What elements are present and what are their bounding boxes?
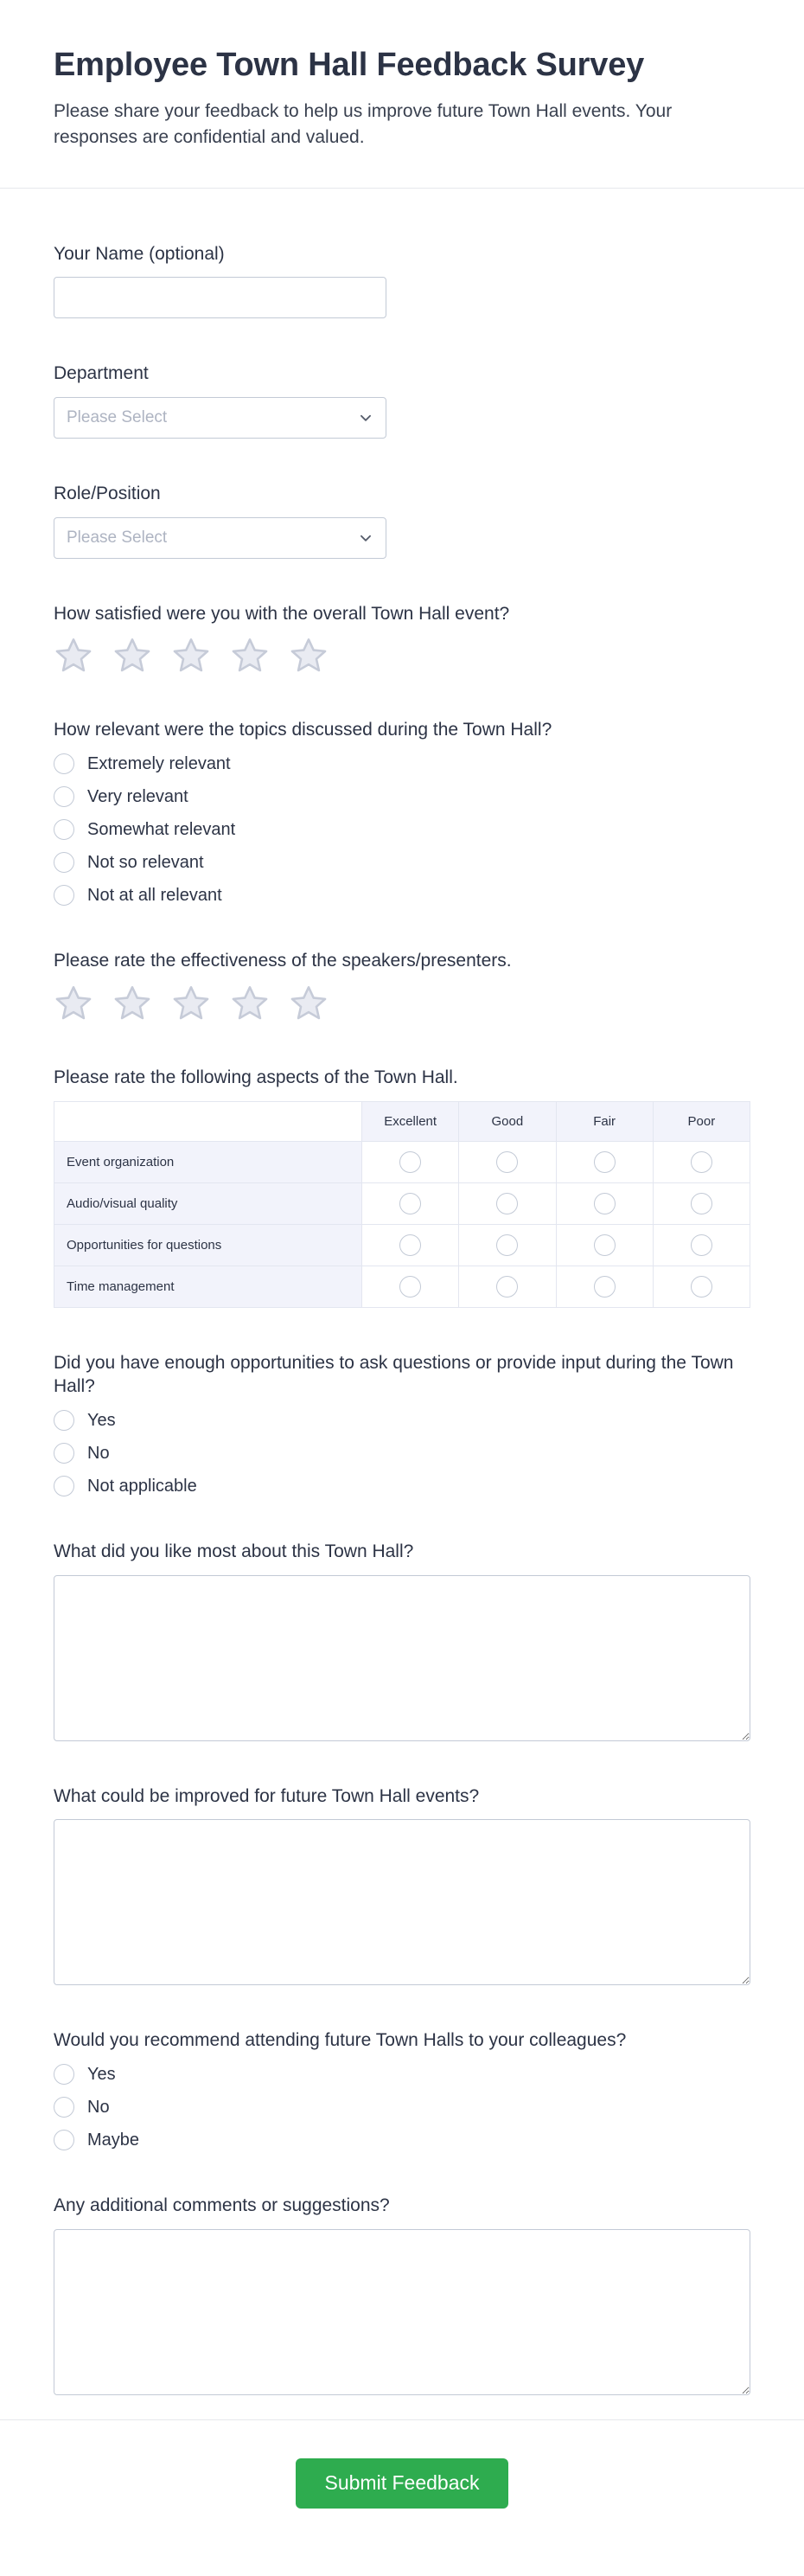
question-aspects — [54, 1066, 750, 1308]
form-header — [0, 0, 804, 188]
role-select[interactable] — [54, 517, 386, 559]
question-label: What could be improved for future Town Hall events? — [54, 1785, 480, 1806]
radio-button[interactable] — [54, 819, 74, 840]
speakers-star-rating — [54, 984, 750, 1022]
radio-button[interactable] — [54, 1443, 74, 1464]
star-icon[interactable] — [112, 984, 152, 1022]
radio-option-label: Yes — [87, 2065, 116, 2085]
matrix-cell[interactable] — [653, 1182, 750, 1224]
radio-button[interactable] — [54, 1410, 74, 1431]
liked-textarea[interactable] — [54, 1575, 750, 1741]
radio-button[interactable] — [54, 2130, 74, 2150]
question-label: What did you like most about this Town Hall? — [54, 1541, 414, 1562]
question-role — [54, 482, 750, 559]
radio-button[interactable] — [54, 2097, 74, 2118]
radio-button[interactable] — [54, 2064, 74, 2085]
matrix-cell[interactable] — [362, 1141, 459, 1182]
radio-button[interactable] — [54, 786, 74, 807]
radio-button[interactable] — [594, 1193, 616, 1214]
matrix-row-label: Event organization — [54, 1141, 362, 1182]
matrix-cell[interactable] — [556, 1266, 653, 1307]
radio-option-label: Somewhat relevant — [87, 820, 236, 840]
department-select[interactable] — [54, 397, 386, 439]
radio-option[interactable] — [54, 2064, 750, 2085]
radio-button[interactable] — [399, 1276, 421, 1298]
recommend-options — [54, 2064, 750, 2150]
matrix-row-label: Opportunities for questions — [54, 1224, 362, 1266]
radio-button[interactable] — [594, 1276, 616, 1298]
matrix-col-header: Poor — [653, 1101, 750, 1141]
matrix-row — [54, 1141, 750, 1182]
radio-button[interactable] — [496, 1276, 518, 1298]
matrix-cell[interactable] — [362, 1182, 459, 1224]
name-input[interactable] — [54, 277, 386, 318]
submit-button[interactable]: Submit Feedback — [296, 2458, 509, 2509]
star-icon[interactable] — [171, 984, 211, 1022]
question-label: Your Name (optional) — [54, 243, 225, 264]
radio-option-label: Extremely relevant — [87, 754, 231, 774]
matrix-row — [54, 1182, 750, 1224]
matrix-row — [54, 1266, 750, 1307]
radio-option[interactable] — [54, 885, 750, 906]
radio-option-label: No — [87, 1444, 110, 1464]
radio-option[interactable] — [54, 786, 750, 807]
form-body — [0, 189, 804, 2395]
question-speakers — [54, 949, 750, 1022]
matrix-cell[interactable] — [653, 1141, 750, 1182]
radio-button[interactable] — [54, 753, 74, 774]
question-label: How relevant were the topics discussed during the Town Hall? — [54, 720, 552, 740]
matrix-col-header: Fair — [556, 1101, 653, 1141]
radio-button[interactable] — [399, 1151, 421, 1173]
star-icon[interactable] — [54, 984, 93, 1022]
radio-button[interactable] — [399, 1234, 421, 1256]
select-placeholder: Please Select — [67, 408, 168, 426]
radio-button[interactable] — [594, 1151, 616, 1173]
radio-button[interactable] — [691, 1276, 712, 1298]
matrix-row-label: Audio/visual quality — [54, 1182, 362, 1224]
matrix-cell[interactable] — [362, 1224, 459, 1266]
radio-button[interactable] — [54, 885, 74, 906]
question-satisfaction — [54, 602, 750, 676]
matrix-cell[interactable] — [556, 1182, 653, 1224]
matrix-cell[interactable] — [459, 1141, 556, 1182]
radio-button[interactable] — [691, 1234, 712, 1256]
matrix-col-header: Good — [459, 1101, 556, 1141]
question-label: Would you recommend attending future Town Halls to your colleagues? — [54, 2030, 627, 2051]
radio-button[interactable] — [496, 1151, 518, 1173]
radio-button[interactable] — [691, 1193, 712, 1214]
question-label: Please rate the effectiveness of the speakers/presenters. — [54, 951, 512, 971]
radio-button[interactable] — [594, 1234, 616, 1256]
submit-section — [0, 2419, 804, 2576]
chevron-down-icon — [358, 410, 373, 426]
radio-option[interactable] — [54, 753, 750, 774]
matrix-cell[interactable] — [556, 1141, 653, 1182]
radio-option-label: No — [87, 2098, 110, 2118]
opportunities-options — [54, 1410, 750, 1496]
comments-textarea[interactable] — [54, 2229, 750, 2395]
question-label: Please rate the following aspects of the Town Hall. — [54, 1067, 458, 1087]
chevron-down-icon — [358, 530, 373, 546]
question-liked — [54, 1540, 750, 1741]
radio-option[interactable] — [54, 1476, 750, 1496]
question-label: Did you have enough opportunities to ask questions or provide input during the Town Hall? — [54, 1352, 734, 1397]
matrix-row — [54, 1224, 750, 1266]
radio-option[interactable] — [54, 2130, 750, 2150]
matrix-col-header: Excellent — [362, 1101, 459, 1141]
star-icon[interactable] — [230, 984, 270, 1022]
radio-option[interactable] — [54, 852, 750, 873]
question-improve — [54, 1785, 750, 1986]
matrix-header-row — [54, 1101, 750, 1141]
radio-option[interactable] — [54, 819, 750, 840]
star-icon[interactable] — [54, 637, 93, 675]
radio-option[interactable] — [54, 2097, 750, 2118]
matrix-cell[interactable] — [653, 1224, 750, 1266]
matrix-cell[interactable] — [362, 1266, 459, 1307]
improve-textarea[interactable] — [54, 1819, 750, 1985]
star-icon[interactable] — [289, 984, 329, 1022]
aspects-matrix — [54, 1101, 750, 1308]
radio-button[interactable] — [496, 1193, 518, 1214]
radio-button[interactable] — [691, 1151, 712, 1173]
star-icon[interactable] — [112, 637, 152, 675]
matrix-cell[interactable] — [653, 1266, 750, 1307]
radio-option-label: Maybe — [87, 2131, 140, 2150]
matrix-cell[interactable] — [459, 1224, 556, 1266]
star-icon[interactable] — [171, 637, 211, 675]
satisfaction-star-rating — [54, 637, 750, 675]
radio-option-label: Not applicable — [87, 1477, 197, 1496]
radio-option[interactable] — [54, 1443, 750, 1464]
question-relevance — [54, 718, 750, 906]
matrix-cell[interactable] — [459, 1266, 556, 1307]
question-label: Any additional comments or suggestions? — [54, 2195, 390, 2216]
radio-button[interactable] — [496, 1234, 518, 1256]
question-name — [54, 242, 750, 319]
matrix-cell[interactable] — [556, 1224, 653, 1266]
question-label: Role/Position — [54, 484, 161, 503]
radio-option-label: Not at all relevant — [87, 886, 222, 906]
question-label: Department — [54, 363, 149, 384]
question-recommend — [54, 2028, 750, 2150]
form-subtitle: Please share your feedback to help us improve future Town Hall events. Your responses are confidential and valued. — [54, 100, 673, 148]
matrix-row-label: Time management — [54, 1266, 362, 1307]
relevance-options — [54, 753, 750, 906]
radio-option-label: Yes — [87, 1411, 116, 1431]
radio-option-label: Not so relevant — [87, 853, 204, 873]
radio-option[interactable] — [54, 1410, 750, 1431]
select-placeholder: Please Select — [67, 528, 168, 547]
radio-option-label: Very relevant — [87, 787, 188, 807]
question-comments — [54, 2194, 750, 2395]
matrix-corner-cell — [54, 1101, 362, 1141]
question-department — [54, 362, 750, 439]
radio-button[interactable] — [54, 1476, 74, 1496]
star-icon[interactable] — [230, 637, 270, 675]
radio-button[interactable] — [54, 852, 74, 873]
question-opportunities — [54, 1351, 750, 1496]
question-label: How satisfied were you with the overall Town Hall event? — [54, 603, 510, 624]
page-title: Employee Town Hall Feedback Survey — [54, 47, 645, 83]
radio-button[interactable] — [399, 1193, 421, 1214]
star-icon[interactable] — [289, 637, 329, 675]
matrix-cell[interactable] — [459, 1182, 556, 1224]
